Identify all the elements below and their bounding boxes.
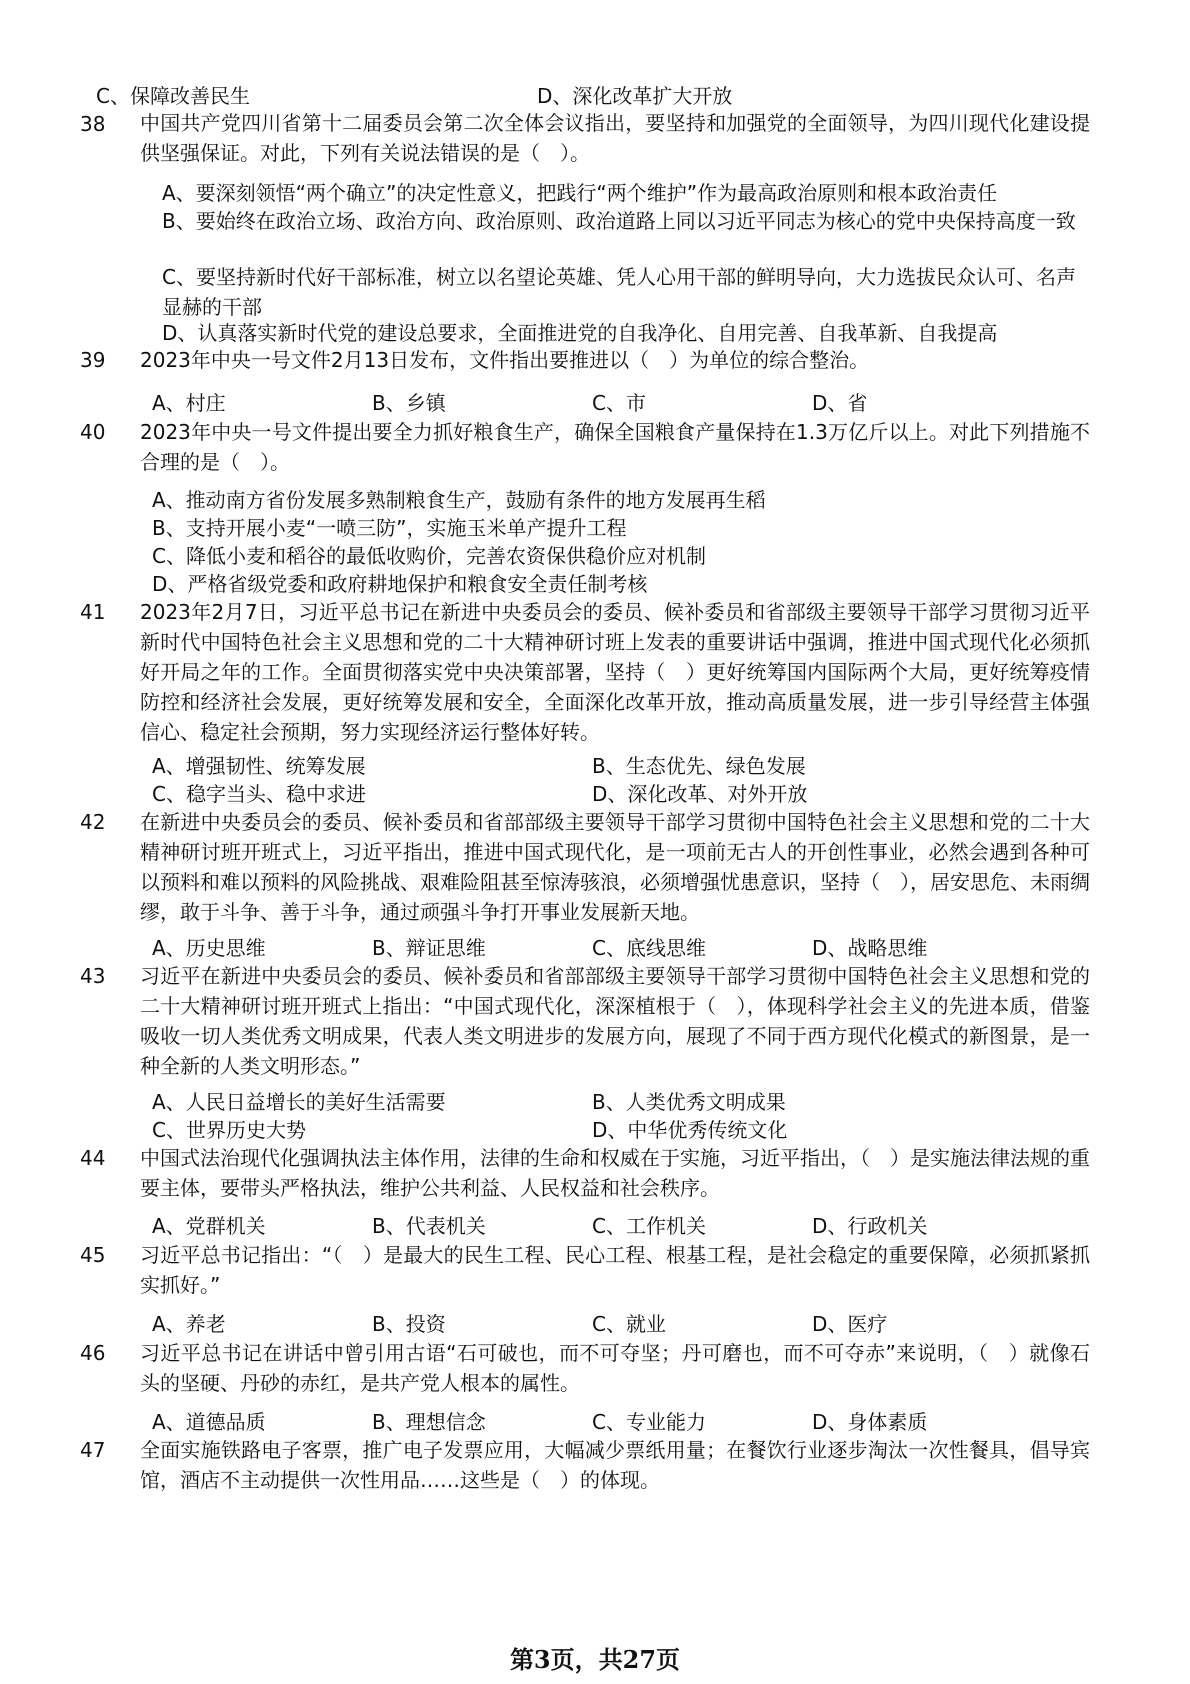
question-number: 38 [80,112,106,136]
option-c: C、降低小麦和稻谷的最低收购价，完善农资保供稳价应对机制 [152,544,706,568]
option-c: C、世界历史大势 [152,1118,306,1142]
option-prev-c: C、保障改善民生 [96,84,250,108]
option-c: C、市 [592,391,646,415]
question-number: 42 [80,810,106,834]
question-stem: 2023年中央一号文件提出要全力抓好粮食生产，确保全国粮食产量保持在1.3万亿斤以上。对此下列措施不合理的是（ ）。 [140,420,1090,474]
option-a: A、人民日益增长的美好生活需要 [152,1090,446,1114]
option-prev-d: D、深化改革扩大开放 [537,84,733,108]
question-number: 45 [80,1243,106,1267]
question-stem: 全面实施铁路电子客票，推广电子发票应用，大幅减少票纸用量；在餐饮行业逐步淘汰一次性餐具，倡导宾馆，酒店不主动提供一次性用品……这些是（ ）的体现。 [140,1438,1090,1492]
option-b: B、生态优先、绿色发展 [592,754,806,778]
option-a: A、道德品质 [152,1410,266,1434]
question-stem: 习近平在新进中央委员会的委员、候补委员和省部部级主要领导干部学习贯彻中国特色社会主义思想和党的二十大精神研讨班开班式上指出：“中国式现代化，深深植根于（ ），体现科学社会主义的先进本质，借鉴吸收一切人类优秀文明成果，代表人类文明进步的发展方向，展现了不同于西方现代化模式的新图景，是一种全新的人类文明形态。” [140,964,1090,1078]
option-a: A、推动南方省份发展多熟制粮食生产，鼓励有条件的地方发展再生稻 [152,488,766,512]
option-d: D、战略思维 [812,936,928,960]
question-number: 40 [80,420,106,444]
option-b: B、投资 [372,1312,446,1336]
option-c: C、稳字当头、稳中求进 [152,782,366,806]
question-number: 41 [80,600,106,624]
option-a: A、党群机关 [152,1214,266,1238]
option-a: A、村庄 [152,391,226,415]
option-c: C、工作机关 [592,1214,706,1238]
option-c: C、底线思维 [592,936,706,960]
option-d: D、省 [812,391,868,415]
option-b: B、支持开展小麦“一喷三防”，实施玉米单产提升工程 [152,516,627,540]
option-d: D、行政机关 [812,1214,928,1238]
question-stem: 中国式法治现代化强调执法主体作用，法律的生命和权威在于实施，习近平指出，（ ）是实施法律法规的重要主体，要带头严格执法，维护公共利益、人民权益和社会秩序。 [140,1146,1090,1200]
question-stem: 习近平总书记在讲话中曾引用古语“石可破也，而不可夺坚；丹可磨也，而不可夺赤”来说明，（ ）就像石头的坚硬、丹砂的赤红，是共产党人根本的属性。 [140,1341,1090,1395]
option-d: D、身体素质 [812,1410,928,1434]
question-stem: 2023年2月7日，习近平总书记在新进中央委员会的委员、候补委员和省部级主要领导干部学习贯彻习近平新时代中国特色社会主义思想和党的二十大精神研讨班上发表的重要讲话中强调，推进中国式现代化必须抓好开局之年的工作。全面贯彻落实党中央决策部署，坚持（ ）更好统筹国内国际两个大局，更好统筹疫情防控和经济社会发展，更好统筹发展和安全，全面深化改革开放，推动高质量发展，进一步引导经营主体强信心、稳定社会预期，努力实现经济运行整体好转。 [140,600,1090,744]
question-number: 39 [80,348,106,372]
option-c: C、就业 [592,1312,666,1336]
question-number: 43 [80,964,106,988]
option-b: B、理想信念 [372,1410,486,1434]
option-d: D、深化改革、对外开放 [592,782,808,806]
option-b: B、代表机关 [372,1214,486,1238]
question-stem: 在新进中央委员会的委员、候补委员和省部部级主要领导干部学习贯彻中国特色社会主义思想和党的二十大精神研讨班开班式上，习近平指出，推进中国式现代化，是一项前无古人的开创性事业，必然会遇到各种可以预料和难以预料的风险挑战、艰难险阻甚至惊涛骇浪，必须增强忧患意识，坚持（ ），居安思危、未雨绸缪，敢于斗争、善于斗争，通过顽强斗争打开事业发展新天地。 [140,810,1090,924]
option-a: A、要深刻领悟“两个确立”的决定性意义，把践行“两个维护”作为最高政治原则和根本政治责任 [162,181,998,205]
option-b: B、乡镇 [372,391,446,415]
question-number: 47 [80,1438,106,1462]
question-number: 46 [80,1341,106,1365]
option-b: B、辩证思维 [372,936,486,960]
option-c: C、要坚持新时代好干部标准，树立以名望论英雄、凭人心用干部的鲜明导向，大力选拔民众认可、名声显赫的干部 [162,265,1076,319]
question-stem: 习近平总书记指出：“（ ）是最大的民生工程、民心工程、根基工程，是社会稳定的重要保障，必须抓紧抓实抓好。” [140,1243,1090,1297]
question-stem: 中国共产党四川省第十二届委员会第二次全体会议指出，要坚持和加强党的全面领导，为四川现代化建设提供坚强保证。对此，下列有关说法错误的是（ ）。 [140,111,1090,165]
option-d: D、医疗 [812,1312,888,1336]
option-a: A、历史思维 [152,936,266,960]
question-stem: 2023年中央一号文件2月13日发布，文件指出要推进以（ ）为单位的综合整治。 [140,348,870,372]
option-d: D、中华优秀传统文化 [592,1118,788,1142]
option-a: A、增强韧性、统筹发展 [152,754,366,778]
option-a: A、养老 [152,1312,226,1336]
option-c: C、专业能力 [592,1410,706,1434]
option-b: B、要始终在政治立场、政治方向、政治原则、政治道路上同以习近平同志为核心的党中央保持高度一致 [162,209,1076,233]
option-d: D、严格省级党委和政府耕地保护和粮食安全责任制考核 [152,572,648,596]
option-b: B、人类优秀文明成果 [592,1090,786,1114]
page-footer: 第3页，共27页 [509,1645,681,1674]
option-d: D、认真落实新时代党的建设总要求，全面推进党的自我净化、自用完善、自我革新、自我提高 [162,321,998,345]
question-number: 44 [80,1146,106,1170]
